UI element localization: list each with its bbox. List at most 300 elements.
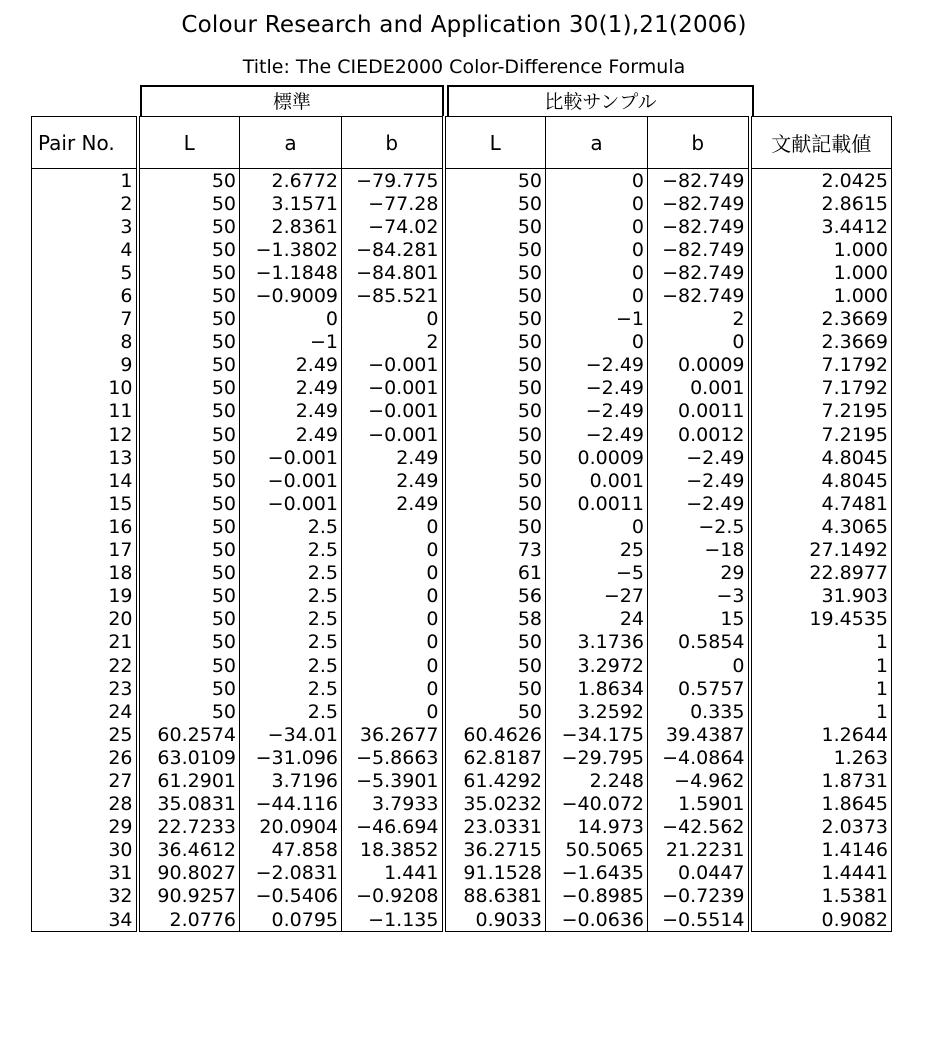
cell-std-b: 0 xyxy=(342,700,444,723)
cell-std-a: 2.5 xyxy=(240,677,342,700)
table-row xyxy=(32,192,892,215)
cell-cmp-l: 50 xyxy=(444,215,546,238)
cell-reference-value: 1 xyxy=(750,654,892,677)
cell-cmp-a: 0 xyxy=(546,169,648,193)
cell-reference-value: 27.1492 xyxy=(750,539,892,562)
cell-cmp-b: 0.5757 xyxy=(648,677,750,700)
table-row xyxy=(32,677,892,700)
cell-cmp-a: 0.0011 xyxy=(546,492,648,515)
cell-std-l: 50 xyxy=(138,608,240,631)
cell-std-a: 0.0795 xyxy=(240,908,342,932)
cell-pair-no: 32 xyxy=(32,885,138,908)
color-difference-table xyxy=(31,116,892,932)
cell-std-b: −1.135 xyxy=(342,908,444,932)
cell-std-l: 2.0776 xyxy=(138,908,240,932)
cell-std-l: 50 xyxy=(138,700,240,723)
cell-std-b: 36.2677 xyxy=(342,723,444,746)
cell-cmp-l: 50 xyxy=(444,284,546,307)
cell-pair-no: 8 xyxy=(32,331,138,354)
cell-reference-value: 1 xyxy=(750,700,892,723)
cell-reference-value: 7.2195 xyxy=(750,423,892,446)
cell-std-l: 50 xyxy=(138,585,240,608)
cell-std-a: −1.3802 xyxy=(240,238,342,261)
cell-cmp-a: −2.49 xyxy=(546,400,648,423)
table-row xyxy=(32,816,892,839)
cell-cmp-b: 21.2231 xyxy=(648,839,750,862)
cell-reference-value: 4.7481 xyxy=(750,492,892,515)
cell-cmp-b: −0.7239 xyxy=(648,885,750,908)
cell-cmp-b: 0.0012 xyxy=(648,423,750,446)
cell-std-b: −84.801 xyxy=(342,261,444,284)
cell-std-l: 50 xyxy=(138,377,240,400)
cell-cmp-a: −34.175 xyxy=(546,723,648,746)
cell-reference-value: 1.5381 xyxy=(750,885,892,908)
cell-cmp-b: 0.5854 xyxy=(648,631,750,654)
cell-std-l: 61.2901 xyxy=(138,769,240,792)
cell-std-l: 63.0109 xyxy=(138,746,240,769)
cell-std-l: 50 xyxy=(138,492,240,515)
cell-cmp-b: −82.749 xyxy=(648,215,750,238)
cell-std-b: 0 xyxy=(342,677,444,700)
cell-std-b: 3.7933 xyxy=(342,793,444,816)
cell-std-b: 2 xyxy=(342,331,444,354)
col-header-pair-no: Pair No. xyxy=(32,117,138,169)
cell-cmp-a: −1.6435 xyxy=(546,862,648,885)
cell-reference-value: 1.2644 xyxy=(750,723,892,746)
cell-cmp-b: −0.5514 xyxy=(648,908,750,932)
cell-std-l: 50 xyxy=(138,238,240,261)
cell-std-a: −1.1848 xyxy=(240,261,342,284)
cell-pair-no: 6 xyxy=(32,284,138,307)
cell-std-a: −34.01 xyxy=(240,723,342,746)
cell-std-b: 18.3852 xyxy=(342,839,444,862)
cell-cmp-b: 0.0447 xyxy=(648,862,750,885)
cell-std-l: 50 xyxy=(138,654,240,677)
cell-cmp-b: −2.49 xyxy=(648,469,750,492)
cell-pair-no: 14 xyxy=(32,469,138,492)
cell-std-a: −0.001 xyxy=(240,492,342,515)
cell-std-b: −84.281 xyxy=(342,238,444,261)
table-row xyxy=(32,793,892,816)
cell-reference-value: 7.2195 xyxy=(750,400,892,423)
cell-cmp-b: −18 xyxy=(648,539,750,562)
table-row xyxy=(32,377,892,400)
cell-cmp-l: 50 xyxy=(444,631,546,654)
cell-std-b: −5.8663 xyxy=(342,746,444,769)
cell-cmp-a: −40.072 xyxy=(546,793,648,816)
table-row xyxy=(32,746,892,769)
cell-std-a: −0.001 xyxy=(240,446,342,469)
cell-std-b: 0 xyxy=(342,539,444,562)
cell-cmp-l: 91.1528 xyxy=(444,862,546,885)
cell-std-b: −79.775 xyxy=(342,169,444,193)
table-row xyxy=(32,284,892,307)
table-row xyxy=(32,400,892,423)
table-row xyxy=(32,469,892,492)
cell-cmp-l: 50 xyxy=(444,677,546,700)
table-row xyxy=(32,354,892,377)
cell-cmp-l: 50 xyxy=(444,654,546,677)
cell-std-a: 0 xyxy=(240,308,342,331)
cell-pair-no: 20 xyxy=(32,608,138,631)
cell-reference-value: 7.1792 xyxy=(750,377,892,400)
cell-reference-value: 1.000 xyxy=(750,238,892,261)
table-row xyxy=(32,585,892,608)
cell-pair-no: 31 xyxy=(32,862,138,885)
cell-cmp-b: 0.335 xyxy=(648,700,750,723)
cell-std-b: 0 xyxy=(342,585,444,608)
cell-cmp-l: 50 xyxy=(444,492,546,515)
cell-pair-no: 17 xyxy=(32,539,138,562)
cell-reference-value: 19.4535 xyxy=(750,608,892,631)
cell-cmp-a: 0 xyxy=(546,192,648,215)
cell-cmp-a: 0.0009 xyxy=(546,446,648,469)
cell-cmp-a: 0 xyxy=(546,261,648,284)
cell-std-l: 36.4612 xyxy=(138,839,240,862)
cell-cmp-b: −82.749 xyxy=(648,238,750,261)
cell-cmp-l: 50 xyxy=(444,169,546,193)
cell-pair-no: 28 xyxy=(32,793,138,816)
cell-cmp-l: 50 xyxy=(444,377,546,400)
table-row xyxy=(32,862,892,885)
cell-cmp-l: 60.4626 xyxy=(444,723,546,746)
cell-std-a: 2.6772 xyxy=(240,169,342,193)
cell-cmp-l: 50 xyxy=(444,354,546,377)
cell-cmp-a: 14.973 xyxy=(546,816,648,839)
cell-reference-value: 1.000 xyxy=(750,261,892,284)
table-row xyxy=(32,215,892,238)
cell-std-a: 2.5 xyxy=(240,654,342,677)
col-header-std-a: a xyxy=(240,117,342,169)
cell-cmp-l: 50 xyxy=(444,423,546,446)
cell-std-a: 2.5 xyxy=(240,608,342,631)
cell-cmp-b: −2.5 xyxy=(648,515,750,538)
cell-std-l: 50 xyxy=(138,192,240,215)
cell-reference-value: 1.8645 xyxy=(750,793,892,816)
col-header-cmp-a: a xyxy=(546,117,648,169)
cell-cmp-a: 2.248 xyxy=(546,769,648,792)
cell-cmp-l: 23.0331 xyxy=(444,816,546,839)
col-header-reference-value: 文献記載値 xyxy=(750,117,892,169)
cell-std-l: 50 xyxy=(138,562,240,585)
cell-std-b: −0.001 xyxy=(342,400,444,423)
cell-cmp-b: 1.5901 xyxy=(648,793,750,816)
cell-reference-value: 1.4441 xyxy=(750,862,892,885)
cell-std-l: 50 xyxy=(138,515,240,538)
cell-std-a: −0.5406 xyxy=(240,885,342,908)
cell-cmp-a: 0.001 xyxy=(546,469,648,492)
cell-reference-value: 7.1792 xyxy=(750,354,892,377)
cell-cmp-a: −2.49 xyxy=(546,354,648,377)
cell-cmp-a: 0 xyxy=(546,215,648,238)
cell-cmp-l: 50 xyxy=(444,238,546,261)
cell-std-l: 50 xyxy=(138,261,240,284)
cell-std-l: 90.8027 xyxy=(138,862,240,885)
cell-std-l: 50 xyxy=(138,331,240,354)
cell-cmp-l: 88.6381 xyxy=(444,885,546,908)
cell-reference-value: 31.903 xyxy=(750,585,892,608)
cell-cmp-l: 50 xyxy=(444,192,546,215)
cell-std-a: −1 xyxy=(240,331,342,354)
cell-cmp-a: −1 xyxy=(546,308,648,331)
cell-std-b: 2.49 xyxy=(342,469,444,492)
cell-cmp-b: 39.4387 xyxy=(648,723,750,746)
col-header-std-b: b xyxy=(342,117,444,169)
cell-pair-no: 30 xyxy=(32,839,138,862)
table-row xyxy=(32,769,892,792)
cell-reference-value: 1 xyxy=(750,677,892,700)
cell-pair-no: 19 xyxy=(32,585,138,608)
cell-cmp-l: 50 xyxy=(444,700,546,723)
cell-std-a: 2.5 xyxy=(240,585,342,608)
cell-pair-no: 34 xyxy=(32,908,138,932)
cell-cmp-l: 0.9033 xyxy=(444,908,546,932)
cell-reference-value: 4.3065 xyxy=(750,515,892,538)
cell-std-l: 35.0831 xyxy=(138,793,240,816)
cell-pair-no: 15 xyxy=(32,492,138,515)
cell-std-b: 0 xyxy=(342,654,444,677)
cell-std-a: 2.5 xyxy=(240,700,342,723)
cell-std-l: 50 xyxy=(138,423,240,446)
cell-std-l: 50 xyxy=(138,677,240,700)
cell-std-b: 1.441 xyxy=(342,862,444,885)
cell-cmp-a: −0.0636 xyxy=(546,908,648,932)
cell-std-a: −0.001 xyxy=(240,469,342,492)
cell-cmp-l: 61.4292 xyxy=(444,769,546,792)
cell-reference-value: 22.8977 xyxy=(750,562,892,585)
cell-pair-no: 24 xyxy=(32,700,138,723)
cell-std-b: 2.49 xyxy=(342,492,444,515)
cell-cmp-b: 29 xyxy=(648,562,750,585)
cell-cmp-a: −5 xyxy=(546,562,648,585)
table-row xyxy=(32,331,892,354)
cell-std-b: −0.001 xyxy=(342,354,444,377)
cell-pair-no: 26 xyxy=(32,746,138,769)
cell-std-b: −46.694 xyxy=(342,816,444,839)
cell-cmp-l: 50 xyxy=(444,446,546,469)
cell-pair-no: 21 xyxy=(32,631,138,654)
cell-std-a: 47.858 xyxy=(240,839,342,862)
cell-cmp-l: 35.0232 xyxy=(444,793,546,816)
cell-pair-no: 12 xyxy=(32,423,138,446)
cell-pair-no: 23 xyxy=(32,677,138,700)
cell-std-l: 50 xyxy=(138,400,240,423)
cell-std-l: 50 xyxy=(138,169,240,193)
cell-std-a: 2.49 xyxy=(240,377,342,400)
table-row xyxy=(32,908,892,932)
cell-cmp-a: 0 xyxy=(546,284,648,307)
table-row xyxy=(32,446,892,469)
comparison-group-header: 比較サンプル xyxy=(447,85,754,116)
cell-cmp-b: 2 xyxy=(648,308,750,331)
cell-reference-value: 1.263 xyxy=(750,746,892,769)
cell-std-l: 50 xyxy=(138,308,240,331)
cell-std-l: 90.9257 xyxy=(138,885,240,908)
cell-cmp-l: 50 xyxy=(444,400,546,423)
table-row xyxy=(32,515,892,538)
cell-cmp-b: −82.749 xyxy=(648,284,750,307)
cell-cmp-b: −4.0864 xyxy=(648,746,750,769)
cell-cmp-b: −82.749 xyxy=(648,169,750,193)
cell-cmp-a: −29.795 xyxy=(546,746,648,769)
header-row xyxy=(32,117,892,169)
cell-cmp-a: 3.1736 xyxy=(546,631,648,654)
cell-pair-no: 29 xyxy=(32,816,138,839)
cell-cmp-a: 3.2592 xyxy=(546,700,648,723)
cell-cmp-a: 25 xyxy=(546,539,648,562)
cell-std-a: 2.49 xyxy=(240,354,342,377)
table-row xyxy=(32,654,892,677)
cell-reference-value: 2.3669 xyxy=(750,331,892,354)
cell-cmp-a: 1.8634 xyxy=(546,677,648,700)
document-subtitle: Title: The CIEDE2000 Color-Difference Formula xyxy=(242,56,686,78)
cell-pair-no: 13 xyxy=(32,446,138,469)
document-title: Colour Research and Application 30(1),21(2006) xyxy=(181,12,747,38)
cell-std-b: 0 xyxy=(342,631,444,654)
cell-cmp-b: −42.562 xyxy=(648,816,750,839)
cell-pair-no: 4 xyxy=(32,238,138,261)
cell-std-l: 50 xyxy=(138,631,240,654)
cell-std-b: −0.001 xyxy=(342,377,444,400)
cell-cmp-a: 24 xyxy=(546,608,648,631)
cell-cmp-b: −4.962 xyxy=(648,769,750,792)
cell-std-l: 50 xyxy=(138,215,240,238)
cell-pair-no: 10 xyxy=(32,377,138,400)
cell-cmp-b: −82.749 xyxy=(648,192,750,215)
cell-pair-no: 1 xyxy=(32,169,138,193)
cell-pair-no: 3 xyxy=(32,215,138,238)
cell-reference-value: 4.8045 xyxy=(750,469,892,492)
cell-cmp-a: −2.49 xyxy=(546,377,648,400)
cell-cmp-a: −0.8985 xyxy=(546,885,648,908)
cell-cmp-b: −2.49 xyxy=(648,446,750,469)
cell-std-l: 60.2574 xyxy=(138,723,240,746)
cell-reference-value: 1 xyxy=(750,631,892,654)
table-row xyxy=(32,631,892,654)
cell-reference-value: 4.8045 xyxy=(750,446,892,469)
table-row xyxy=(32,839,892,862)
cell-cmp-l: 58 xyxy=(444,608,546,631)
cell-std-a: 20.0904 xyxy=(240,816,342,839)
cell-cmp-b: 0.0009 xyxy=(648,354,750,377)
table-row xyxy=(32,261,892,284)
cell-std-a: 2.8361 xyxy=(240,215,342,238)
cell-cmp-b: 15 xyxy=(648,608,750,631)
cell-cmp-l: 61 xyxy=(444,562,546,585)
table-row xyxy=(32,885,892,908)
cell-pair-no: 25 xyxy=(32,723,138,746)
cell-std-b: 0 xyxy=(342,515,444,538)
cell-std-b: −0.001 xyxy=(342,423,444,446)
cell-std-a: 2.5 xyxy=(240,515,342,538)
cell-pair-no: 11 xyxy=(32,400,138,423)
table-row xyxy=(32,423,892,446)
cell-std-a: 2.5 xyxy=(240,539,342,562)
cell-std-a: −31.096 xyxy=(240,746,342,769)
cell-reference-value: 2.3669 xyxy=(750,308,892,331)
cell-std-b: −0.9208 xyxy=(342,885,444,908)
cell-std-l: 22.7233 xyxy=(138,816,240,839)
cell-pair-no: 22 xyxy=(32,654,138,677)
table-row xyxy=(32,723,892,746)
cell-cmp-l: 50 xyxy=(444,469,546,492)
table-body xyxy=(32,169,892,932)
cell-cmp-b: −2.49 xyxy=(648,492,750,515)
cell-reference-value: 2.0373 xyxy=(750,816,892,839)
cell-pair-no: 7 xyxy=(32,308,138,331)
cell-std-b: 0 xyxy=(342,562,444,585)
cell-std-b: −5.3901 xyxy=(342,769,444,792)
cell-std-a: −0.9009 xyxy=(240,284,342,307)
table-row xyxy=(32,308,892,331)
cell-std-l: 50 xyxy=(138,539,240,562)
cell-std-l: 50 xyxy=(138,284,240,307)
cell-reference-value: 0.9082 xyxy=(750,908,892,932)
cell-reference-value: 1.8731 xyxy=(750,769,892,792)
cell-pair-no: 18 xyxy=(32,562,138,585)
cell-pair-no: 27 xyxy=(32,769,138,792)
cell-reference-value: 2.8615 xyxy=(750,192,892,215)
cell-cmp-a: 50.5065 xyxy=(546,839,648,862)
cell-std-a: 3.1571 xyxy=(240,192,342,215)
cell-cmp-a: 0 xyxy=(546,238,648,261)
cell-cmp-b: 0 xyxy=(648,654,750,677)
cell-cmp-b: −3 xyxy=(648,585,750,608)
cell-pair-no: 16 xyxy=(32,515,138,538)
cell-cmp-a: 0 xyxy=(546,515,648,538)
cell-cmp-l: 50 xyxy=(444,308,546,331)
table-row xyxy=(32,608,892,631)
cell-cmp-b: 0.001 xyxy=(648,377,750,400)
cell-std-b: 2.49 xyxy=(342,446,444,469)
cell-std-a: 2.5 xyxy=(240,631,342,654)
cell-cmp-l: 50 xyxy=(444,261,546,284)
cell-cmp-l: 56 xyxy=(444,585,546,608)
cell-std-a: 2.5 xyxy=(240,562,342,585)
cell-cmp-b: −82.749 xyxy=(648,261,750,284)
cell-cmp-a: −2.49 xyxy=(546,423,648,446)
table-row xyxy=(32,562,892,585)
cell-std-l: 50 xyxy=(138,446,240,469)
cell-cmp-l: 50 xyxy=(444,331,546,354)
cell-reference-value: 3.4412 xyxy=(750,215,892,238)
cell-cmp-l: 62.8187 xyxy=(444,746,546,769)
col-header-cmp-b: b xyxy=(648,117,750,169)
table-row xyxy=(32,700,892,723)
cell-std-a: 3.7196 xyxy=(240,769,342,792)
cell-pair-no: 5 xyxy=(32,261,138,284)
cell-std-b: 0 xyxy=(342,308,444,331)
cell-cmp-l: 36.2715 xyxy=(444,839,546,862)
col-header-cmp-l: L xyxy=(444,117,546,169)
cell-std-a: 2.49 xyxy=(240,400,342,423)
table-row xyxy=(32,238,892,261)
cell-std-a: 2.49 xyxy=(240,423,342,446)
cell-cmp-b: 0.0011 xyxy=(648,400,750,423)
cell-cmp-l: 50 xyxy=(444,515,546,538)
cell-pair-no: 2 xyxy=(32,192,138,215)
table-row xyxy=(32,492,892,515)
cell-reference-value: 1.4146 xyxy=(750,839,892,862)
cell-std-a: −44.116 xyxy=(240,793,342,816)
cell-cmp-l: 73 xyxy=(444,539,546,562)
cell-std-b: 0 xyxy=(342,608,444,631)
cell-std-b: −85.521 xyxy=(342,284,444,307)
cell-reference-value: 1.000 xyxy=(750,284,892,307)
standard-group-header: 標準 xyxy=(140,85,444,116)
cell-cmp-a: 0 xyxy=(546,331,648,354)
cell-cmp-a: −27 xyxy=(546,585,648,608)
